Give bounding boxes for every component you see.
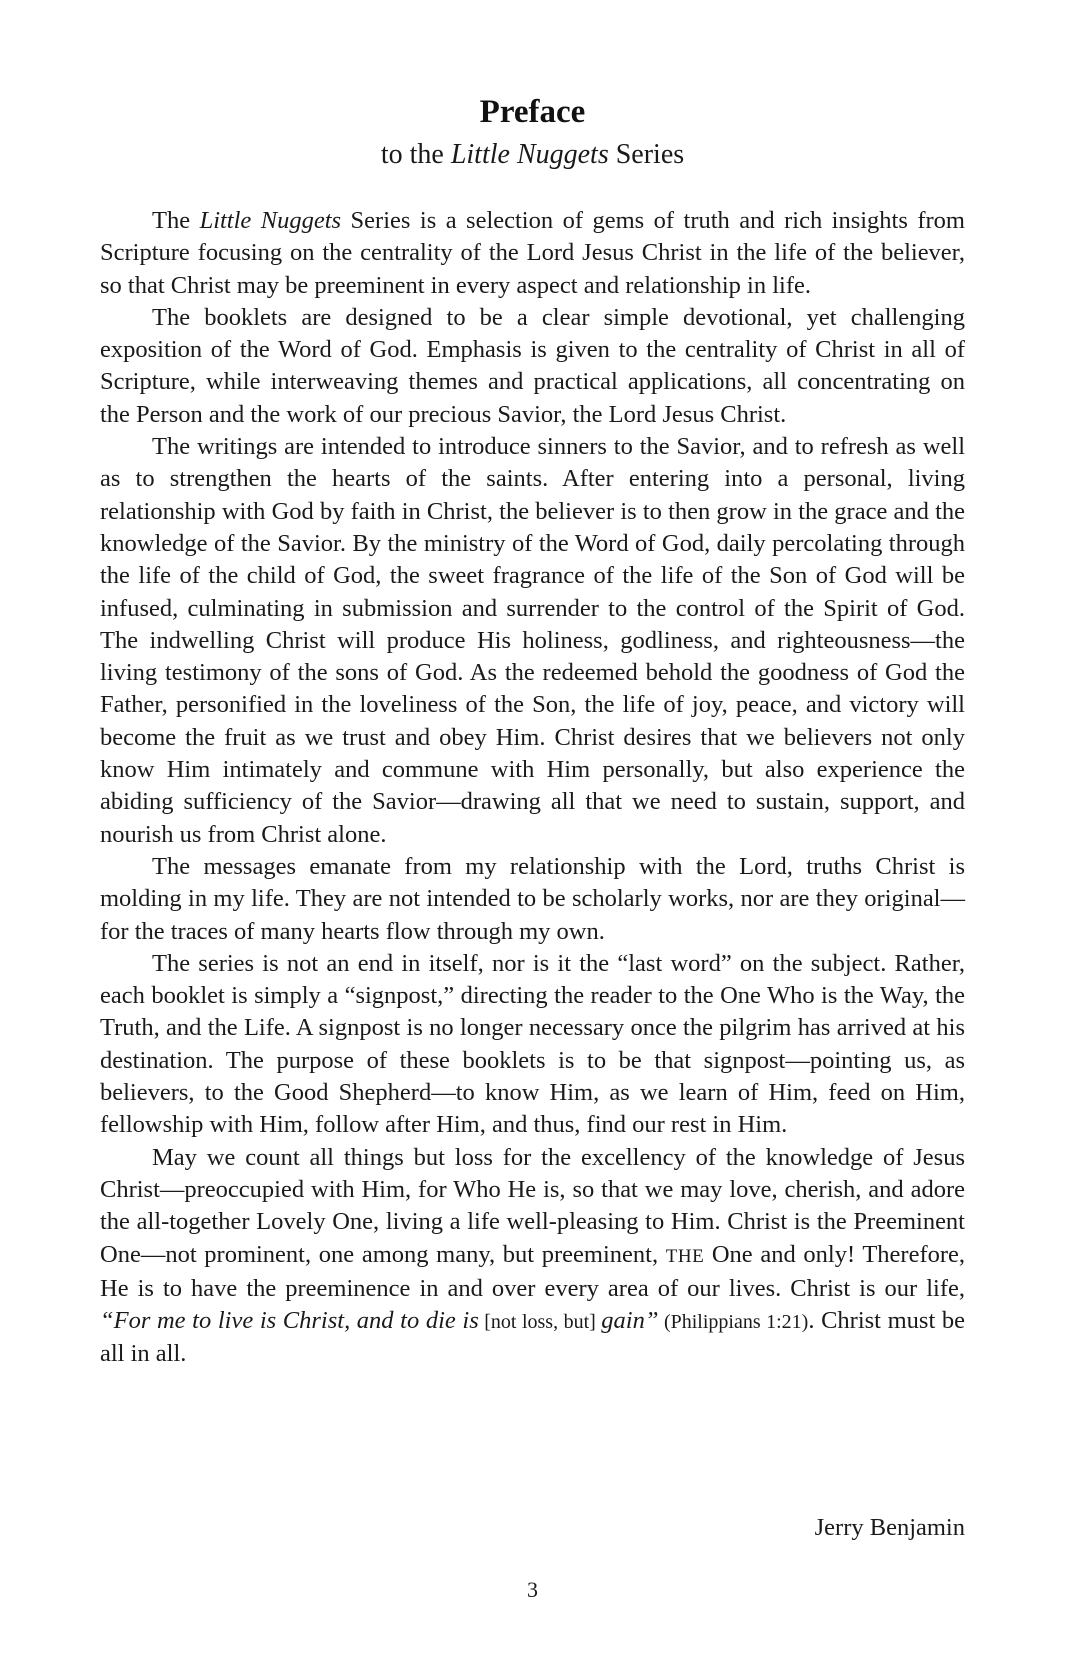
paragraph-6: [100, 1142, 965, 1371]
paragraph-2: The booklets are designed to be a clear simple devotional, yet challenging exposition of the Word of God. Emphasis is given to the centrality of Christ in all of Scripture, while interweaving themes and practical applications, all concentrating on the Person and the work of our precious Savior, the Lord Jesus Christ.: [100, 303, 965, 428]
paragraph-1-series-name: Little Nuggets: [199, 207, 342, 234]
paragraph-6-text-2: One and only! Therefore, He is to have the preeminence in and over every area of our lives. Christ is our life,: [100, 1240, 966, 1302]
scripture-bracket: [not loss, but]: [478, 1311, 602, 1334]
paragraph-5: The series is not an end in itself, nor is it the “last word” on the subject. Rather, each booklet is simply a “signpost,” directing the reader to the One Who is the Way, the Truth, and the Life. A signpost is no longer necessary once the pilgrim has arrived at his destination. The purpose of these booklets is to be that signpost—pointing us, as believers, to the Good Shepherd—to know Him, as we learn of Him, feed on Him, fellowship with Him, follow after Him, and thus, find our rest in Him.: [100, 949, 965, 1139]
preface-body: [100, 205, 965, 1371]
scripture-reference: (Philippians 1:21): [658, 1311, 809, 1334]
page-number: 3: [527, 1577, 538, 1602]
paragraph-1-lead: The: [152, 207, 200, 234]
paragraph-6-text-3: . Christ must be all in all.: [100, 1307, 965, 1368]
scripture-quote-2: gain”: [601, 1307, 659, 1335]
page-subtitle: [0, 138, 1065, 172]
paragraph-3: The writings are intended to introduce sinners to the Savior, and to refresh as well as to strengthen the hearts of the saints. After entering into a personal, living relationship with God by faith in Christ, the believer is to then grow in the grace and the knowledge of the Savior. By the ministry of the Word of God, daily percolating through the life of the child of God, the sweet fragrance of the life of the Son of God will be infused, culminating in submission and surrender to the control of the Spirit of God. The indwelling Christ will produce His holiness, godliness, and righteousness—the living testimony of the sons of God. As the redeemed behold the goodness of God the Father, personified in the loveliness of the Son, the life of joy, peace, and victory will become the fruit as we trust and obey Him. Christ desires that we believers not only know Him intimately and commune with Him personally, but also experience the abiding sufficiency of the Savior—drawing all that we need to sustain, support, and nourish us from Christ alone.: [100, 433, 965, 848]
paragraph-1: [100, 205, 965, 302]
paragraph-6-text-1: May we count all things but loss for the excellency of the knowledge of Jesus Christ—preoccupied with Him, for Who He is, so that we may love, cherish, and adore the all-together Lovely One, living a life well-pleasing to Him. Christ is the Preeminent One—not prominent, one among many, but preeminent,: [100, 1143, 965, 1268]
page-title: Preface: [479, 94, 586, 130]
paragraph-1-text: Series is a selection of gems of truth and rich insights from Scripture focusing on the centrality of the Lord Jesus Christ in the life of the believer, so that Christ may be preeminent in every aspect and relationship in life.: [100, 207, 965, 299]
author-signature: Jerry Benjamin: [814, 1514, 965, 1541]
paragraph-6-the: THE: [665, 1245, 705, 1267]
subtitle-suffix: Series: [608, 139, 685, 170]
subtitle-prefix: to the: [380, 139, 451, 170]
scripture-quote-1: “For me to live is Christ, and to die is: [100, 1307, 479, 1335]
subtitle-series-name: Little Nuggets: [450, 139, 609, 170]
paragraph-4: The messages emanate from my relationship with the Lord, truths Christ is molding in my life. They are not intended to be scholarly works, nor are they original—for the traces of many hearts flow through my own.: [100, 852, 965, 945]
